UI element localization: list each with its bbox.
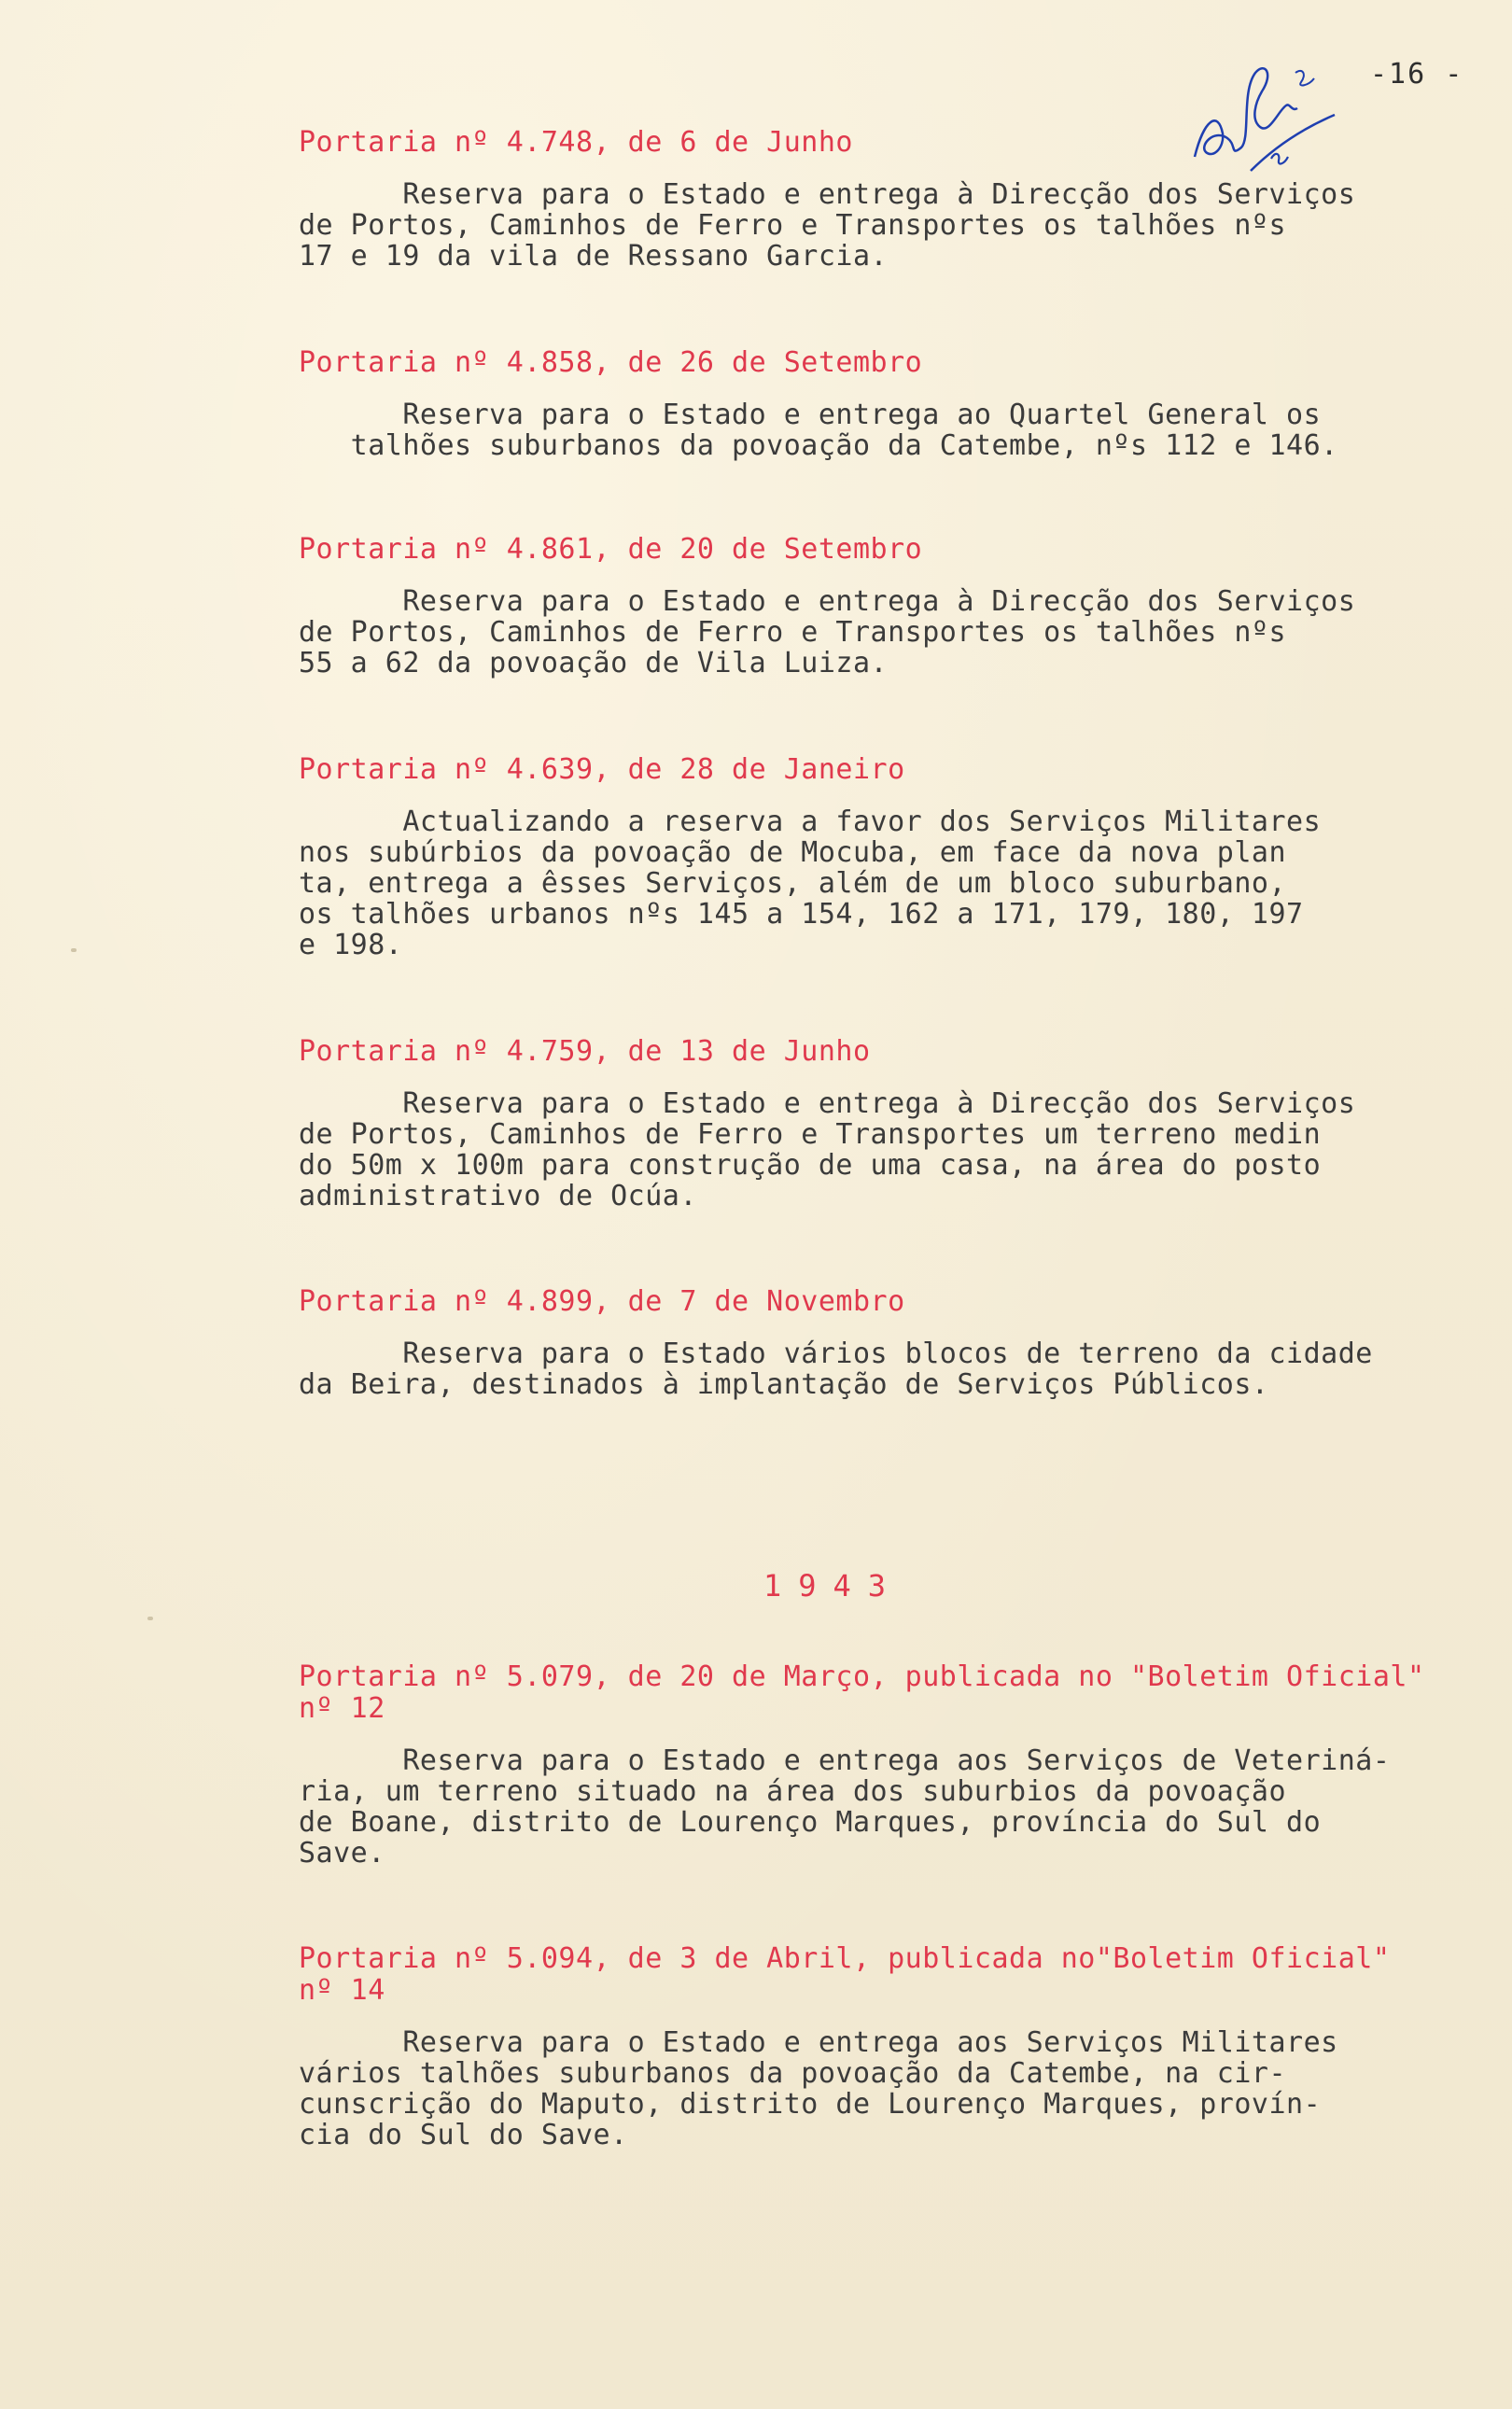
portaria-heading: Portaria nº 4.759, de 13 de Junho bbox=[299, 1035, 871, 1068]
portaria-entry bbox=[299, 1286, 1465, 1400]
paper-speck bbox=[147, 1617, 153, 1620]
portaria-heading: Portaria nº 4.748, de 6 de Junho bbox=[299, 126, 853, 159]
year-heading: 1943 bbox=[763, 1568, 903, 1604]
portaria-entry bbox=[299, 347, 1465, 461]
portaria-entry bbox=[299, 754, 1465, 960]
portaria-heading: Portaria nº 5.079, de 20 de Março, publicada no "Boletim Oficial" nº 12 bbox=[299, 1660, 1425, 1725]
portaria-entry bbox=[299, 1036, 1465, 1212]
portaria-text: Reserva para o Estado e entrega aos Serviços Militares vários talhões suburbanos da povoação da Catembe, na cir- cunscrição do Maputo, distrito de Lourenço Marques, provín- cia do Sul do Save. bbox=[299, 2026, 1338, 2151]
page-number: -16 - bbox=[1370, 58, 1464, 91]
portaria-entry bbox=[299, 1661, 1465, 1869]
portaria-text: Reserva para o Estado e entrega aos Serviços de Veteriná- ria, um terreno situado na área dos suburbios da povoação de Boane, distrito de Lourenço Marques, província do Sul do Save. bbox=[299, 1744, 1391, 1870]
portaria-text: Actualizando a reserva a favor dos Serviços Militares nos subúrbios da povoação de Mocuba, em face da nova plan ta, entrega a êsses Serviços, além de um bloco suburbano, os talhões urbanos nºs 145 a 154, 162 a 171, 179, 180, 197 e 198. bbox=[299, 805, 1322, 961]
portaria-entry bbox=[299, 534, 1465, 679]
portaria-text: Reserva para o Estado e entrega à Direcção dos Serviços de Portos, Caminhos de Ferro e Transportes os talhões nºs 17 e 19 da vila de Ressano Garcia. bbox=[299, 178, 1356, 273]
portaria-text: Reserva para o Estado e entrega à Direcção dos Serviços de Portos, Caminhos de Ferro e Transportes os talhões nºs 55 a 62 da povoação de Vila Luiza. bbox=[299, 585, 1356, 679]
portaria-entry bbox=[299, 1943, 1465, 2150]
portaria-heading: Portaria nº 4.858, de 26 de Setembro bbox=[299, 346, 923, 379]
portaria-entry bbox=[299, 127, 1465, 272]
portaria-text: Reserva para o Estado e entrega à Direcção dos Serviços de Portos, Caminhos de Ferro e Transportes um terreno medin do 50m x 100m para construção de uma casa, na área do posto administrativo de Ocúa. bbox=[299, 1087, 1356, 1212]
portaria-text: Reserva para o Estado e entrega ao Quartel General os talhões suburbanos da povoação da Catembe, nºs 112 e 146. bbox=[350, 399, 1338, 462]
portaria-text: Reserva para o Estado vários blocos de terreno da cidade da Beira, destinados à implantação de Serviços Públicos. bbox=[299, 1338, 1373, 1401]
portaria-heading: Portaria nº 4.639, de 28 de Janeiro bbox=[299, 753, 905, 786]
paper-speck bbox=[71, 948, 77, 952]
portaria-heading: Portaria nº 4.861, de 20 de Setembro bbox=[299, 533, 923, 566]
portaria-heading: Portaria nº 4.899, de 7 de Novembro bbox=[299, 1285, 905, 1318]
portaria-heading: Portaria nº 5.094, de 3 de Abril, publicada no"Boletim Oficial" nº 14 bbox=[299, 1942, 1391, 2007]
